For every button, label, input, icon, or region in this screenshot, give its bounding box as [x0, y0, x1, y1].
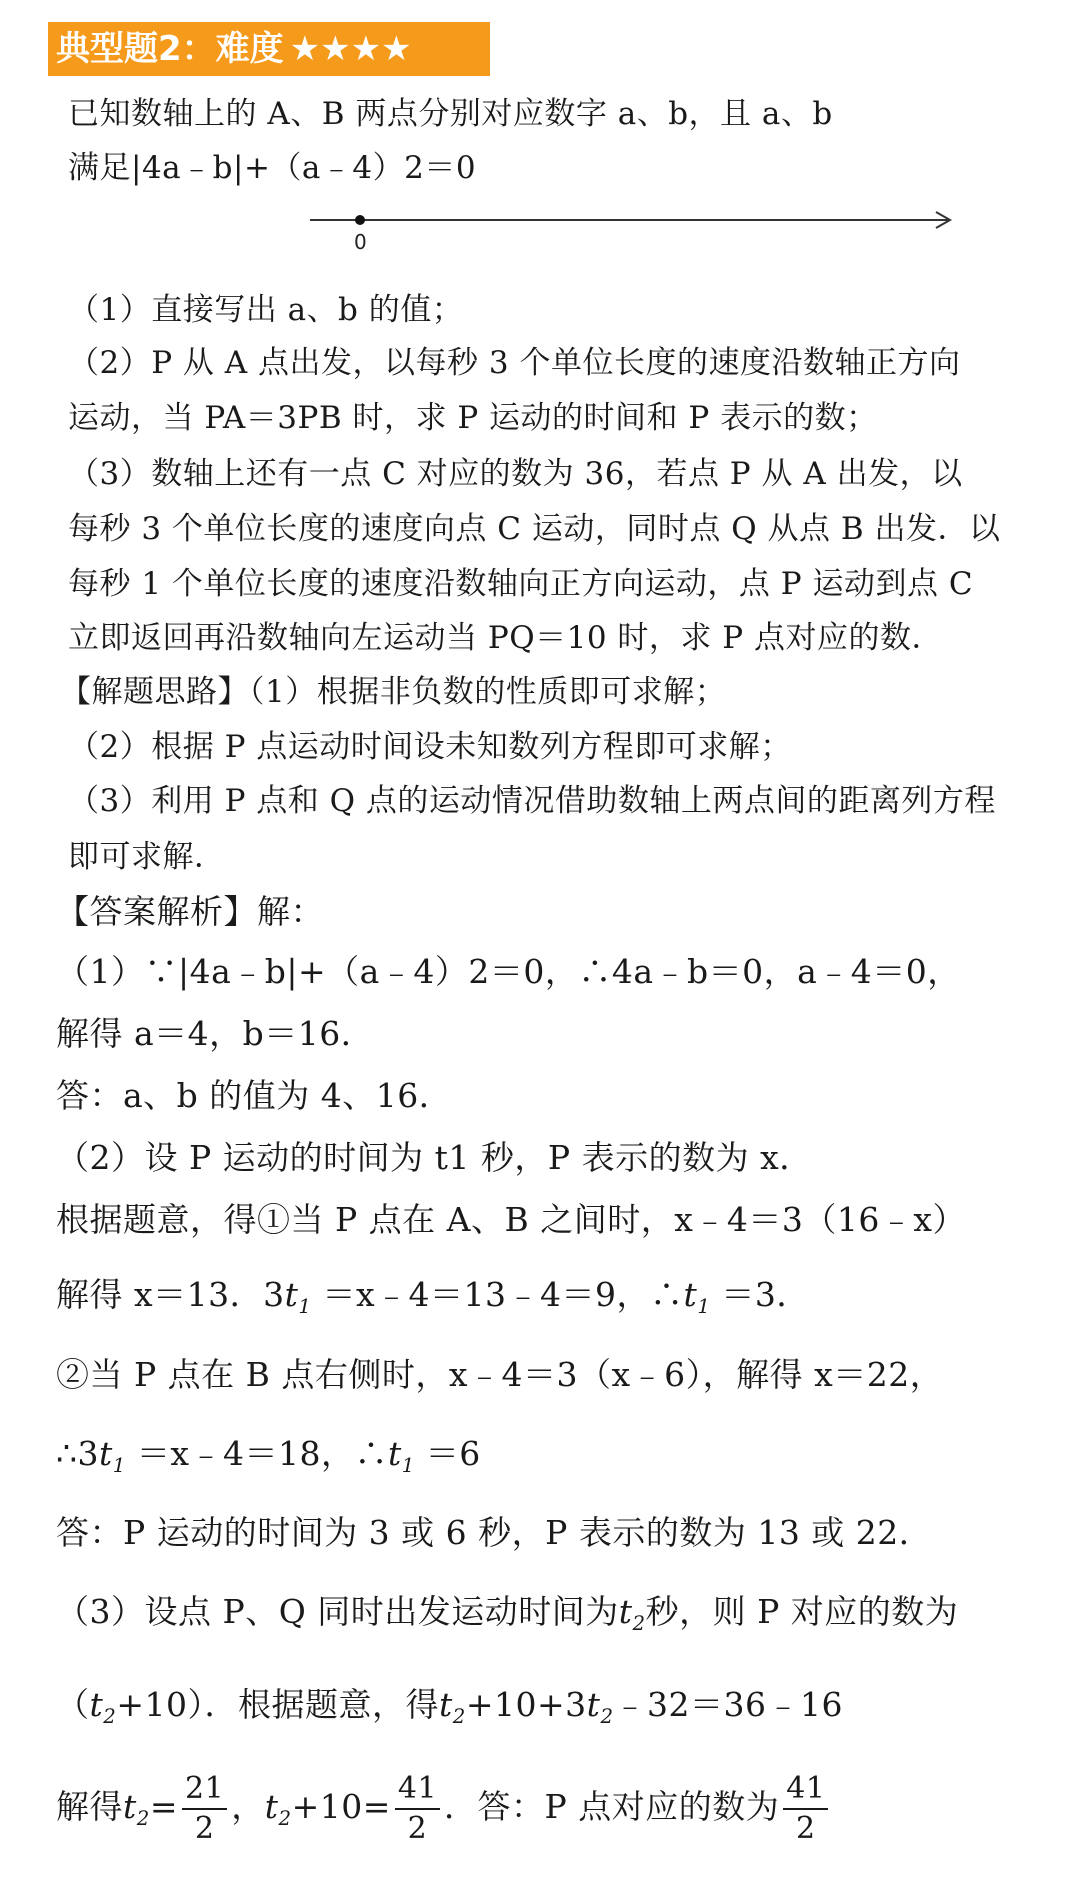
number-line-origin-point [355, 215, 365, 225]
difficulty-stars: ★★★★ [289, 29, 412, 69]
problem-line-2: 满足|4a﹣b|+（a﹣4）2＝0 [68, 150, 477, 186]
solution-2-line-5: $\therefore 3t_1$ ＝x﹣4＝18，$\therefore t_1 =6$ [56, 1434, 481, 1477]
solution-1-answer: 答：a、b 的值为 4、16． [56, 1076, 453, 1115]
question-3-line-4: 立即返回再沿数轴向左运动当 PQ＝10 时，求 P 点对应的数． [68, 620, 943, 656]
solution-1-line-1: （1）∵|4a﹣b|+（a﹣4）2＝0，∴4a﹣b＝0，a﹣4＝0， [56, 952, 961, 991]
approach-line-4: 即可求解． [68, 839, 226, 875]
question-3-line-1: （3）数轴上还有一点 C 对应的数为 36，若点 P 从 A 出发，以 [68, 456, 963, 492]
problem-line-1: 已知数轴上的 A、B 两点分别对应数字 a、b，且 a、b [68, 96, 833, 132]
solution-2-line-4: ②当 P 点在 B 点右侧时，x﹣4＝3（x﹣6），解得 x＝22， [56, 1355, 944, 1394]
solution-1-line-2: 解得 a＝4，b＝16． [56, 1014, 375, 1053]
solution-2-line-1: （2）设 P 运动的时间为 t1 秒，P 表示的数为 x． [56, 1138, 813, 1177]
question-1: （1）直接写出 a、b 的值； [68, 292, 464, 328]
solution-3-line-2: $(t_2+10)$．根据题意，得$t_2+10+3t_2﹣32=36﹣16$ [56, 1685, 844, 1728]
number-line [300, 200, 960, 260]
problem-title: 典型题2：难度 [56, 29, 284, 69]
problem-title-banner [48, 22, 490, 76]
solution-2-line-3: 解得 x＝13．$3t_1$ ＝x﹣4＝13﹣4＝9，$\therefore t_1 =3$． [56, 1275, 810, 1318]
solution-3-line-1: （3）设点 P、Q 同时出发运动时间为$t_2$秒，则 P 对应的数为 [56, 1592, 959, 1635]
solution-heading: 【答案解析】解： [56, 892, 324, 931]
question-2-line-2: 运动，当 PA＝3PB 时，求 P 运动的时间和 P 表示的数； [68, 400, 878, 436]
number-line-origin-label: 0 [354, 230, 367, 254]
approach-line-1: 【解题思路】（1）根据非负数的性质即可求解； [60, 674, 727, 710]
solution-2-answer: 答：P 运动的时间为 3 或 6 秒，P 表示的数为 13 或 22． [56, 1513, 933, 1552]
question-2-line-1: （2）P 从 A 点出发，以每秒 3 个单位长度的速度沿数轴正方向 [68, 345, 961, 381]
solution-2-line-2: 根据题意，得①当 P 点在 A、B 之间时，x﹣4＝3（16﹣x） [56, 1200, 966, 1239]
solution-3-line-3: 解得$t_2=$ $\frac{21}{2}$ ，$t_2+10=$ $\frac{41}{2}$ ．答：P 点对应的数为 $\frac{41}{2}$ [56, 1770, 832, 1856]
question-3-line-3: 每秒 1 个单位长度的速度沿数轴向正方向运动，点 P 运动到点 C [68, 566, 974, 602]
fraction-21-over-2: $\frac{21}{2}$ [182, 1774, 227, 1844]
fraction-41-over-2: $\frac{41}{2}$ [395, 1774, 440, 1844]
fraction-41-over-2-answer: $\frac{41}{2}$ [783, 1774, 828, 1844]
question-3-line-2: 每秒 3 个单位长度的速度向点 C 运动，同时点 Q 从点 B 出发．以 [68, 511, 1001, 547]
approach-line-2: （2）根据 P 点运动时间设未知数列方程即可求解； [68, 729, 792, 765]
approach-line-3: （3）利用 P 点和 Q 点的运动情况借助数轴上两点间的距离列方程 [68, 783, 996, 819]
